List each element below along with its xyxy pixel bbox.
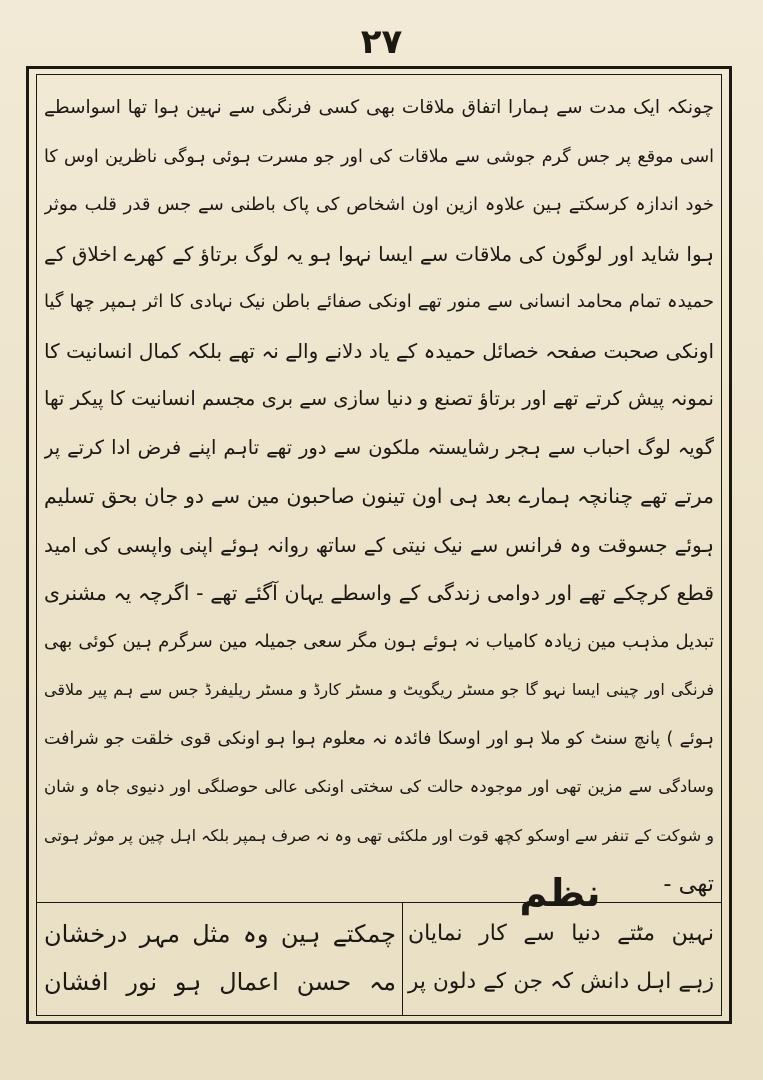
page-number: ٢٧: [360, 22, 403, 62]
text-line: گویہ لوگ احباب سے ہجر رشایستہ ملکون سے دور تھے تاہم اپنے فرض ادا کرتے پر: [44, 435, 714, 459]
poem-heading: نظم: [519, 871, 601, 915]
text-line: وسادگی سے مزین تھی اور موجودہ حالت کی سختی اونکی عالی حوصلگی اور دنیوی جاہ و شان: [44, 777, 714, 796]
text-line: خود اندازہ کرسکتے ہین علاوہ ازین اون اشخاص کی پاک باطنی سے جس قدر قلب موثر: [44, 194, 714, 215]
verse-line: مہ حسن اعمال ہو نور افشان: [44, 968, 396, 996]
text-line: و شوکت کے تنفر سے اوسکو کچھ قوت اور ملکئی تھی وہ نہ صرف ہمپر بلکہ اہل چین پر موثر ہوتی: [44, 825, 714, 845]
paragraph-text-block: [44, 84, 714, 909]
text-line: قطع کرچکے تھے اور دوامی زندگی کے واسطے یہان آگئے تھے - اگرچہ یہ مشنری: [44, 581, 714, 605]
text-line: ہوئے ) پانچ سنٹ کو ملا ہو اور اوسکا فائدہ نہ معلوم ہوا ہو اونکی قوی خلقت جو شرافت: [44, 728, 714, 749]
text-line: فرنگی اور چینی ایسا نہو گا جو مسٹر ریگویٹ و مسٹر کارڈ و مسٹر ریلیفرڈ جس سے ہم پیر ملاقی: [44, 680, 714, 699]
text-line: نمونہ پیش کرتے تھے اور برتاؤ تصنع و دنیا سازی سے بری مجسم انسانیت کا پیکر تھا: [44, 387, 714, 410]
verse-line: زہے اہل دانش کہ جن کے دلون پر: [408, 969, 714, 994]
poem-top-rule: [36, 902, 722, 903]
text-line: حمیدہ تمام محامد انسانی سے منور تھے اونکی صفائے باطن نیک نہادی کا اثر ہمپر چھا گیا: [44, 291, 714, 312]
text-line: تبدیل مذہب مین زیادہ کامیاب نہ ہوئے ہون مگر سعی جمیلہ مین سرگرم ہین کوئی بھی: [44, 630, 714, 652]
text-line: ہوا شاید اور لوگون کی ملاقات سے ایسا نہوا ہو یہ لوگ برتاؤ کے کھرے اخلاق کے: [44, 241, 714, 266]
text-line-last: تھی -: [663, 871, 714, 897]
poem-left-column: [44, 910, 396, 1006]
verse-line: نہین مٹتے دنیا سے کار نمایان: [408, 921, 714, 946]
text-line: مرتے تھے چنانچہ ہمارے بعد ہی اون تینون صاحبون مین سے دو جان بحق تسلیم: [44, 484, 714, 508]
text-line: اسی موقع پر جس گرم جوشی سے ملاقات کی اور جو مسرت ہوئی ہوگی ناظرین اوس کا: [44, 146, 714, 167]
text-line: چونکہ ایک مدت سے ہمارا اتفاق ملاقات بھی کسی فرنگی سے نہین ہوا تھا اسواسطے: [44, 97, 714, 118]
text-line: ہوئے جسوقت وہ فرانس سے نیک نیتی کے ساتھ روانہ ہوئے اپنی واپسی کی امید: [44, 532, 714, 557]
poem-column-divider: [402, 902, 403, 1016]
text-line: اونکی صحبت صفحہ خصائل حمیدہ کے یاد دلانے والے نہ تھے بلکہ کمال انسانیت کا: [44, 338, 714, 363]
poem-right-column: [408, 910, 714, 1006]
verse-line: چمکتے ہین وہ مثل مہر درخشان: [44, 920, 396, 948]
